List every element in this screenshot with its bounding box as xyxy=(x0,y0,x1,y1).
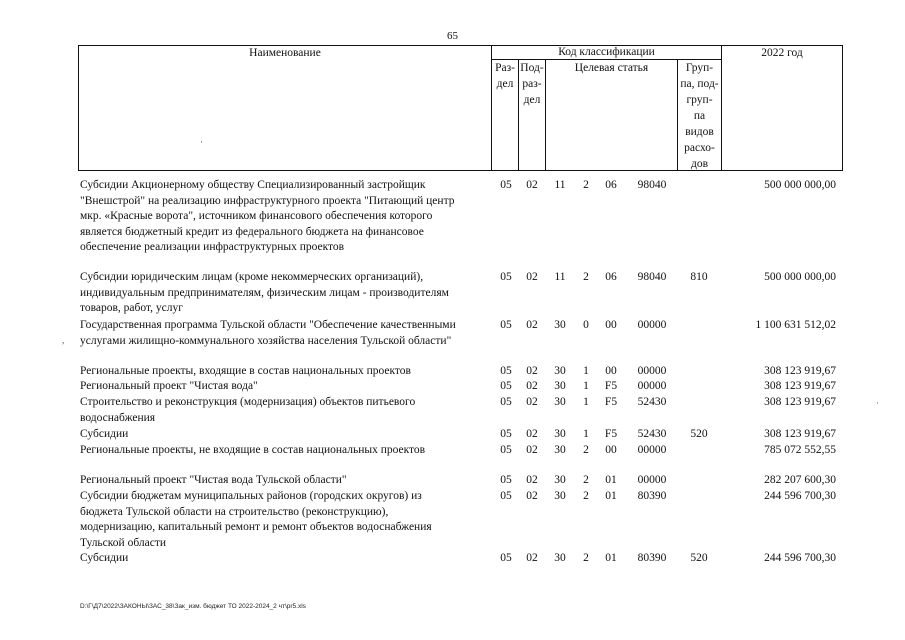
header-podrazdel-label: Под- раз- дел xyxy=(520,62,544,106)
page-number: 65 xyxy=(447,30,458,42)
target-part2-cell: 2 xyxy=(583,552,589,564)
scan-mark: , xyxy=(62,335,65,345)
row-name-line: Тульской области xyxy=(80,536,167,549)
podrazdel-cell: 02 xyxy=(526,365,538,377)
target-part4-cell: 80390 xyxy=(637,490,667,502)
table-header xyxy=(78,45,843,171)
header-razdel-label: Раз- дел xyxy=(495,62,515,90)
row-name-line: Региональные проекты, входящие в состав национальных проектов xyxy=(80,365,411,377)
row-name xyxy=(80,318,490,349)
amount-cell: 308 123 919,67 xyxy=(764,380,836,392)
target-part4-cell: 00000 xyxy=(637,380,667,392)
target-part4-cell: 98040 xyxy=(637,271,667,283)
razdel-cell: 05 xyxy=(500,490,512,502)
target-part1-cell: 30 xyxy=(554,444,566,456)
razdel-cell: 05 xyxy=(500,552,512,564)
target-part2-cell: 2 xyxy=(583,179,589,191)
target-part3-cell: 00 xyxy=(605,319,617,331)
target-part4-cell: 00000 xyxy=(637,319,667,331)
razdel-cell: 05 xyxy=(500,380,512,392)
row-name xyxy=(80,551,490,567)
target-part2-cell: 1 xyxy=(583,380,589,392)
target-part3-cell: 01 xyxy=(605,552,617,564)
target-part1-cell: 11 xyxy=(554,179,566,191)
row-name-line: Субсидии xyxy=(80,428,129,440)
target-part2-cell: 2 xyxy=(583,490,589,502)
target-part1-cell: 30 xyxy=(554,319,566,331)
header-name-cell xyxy=(78,45,492,171)
target-part4-cell: 80390 xyxy=(637,552,667,564)
amount-cell: 308 123 919,67 xyxy=(764,428,836,440)
amount-cell: 500 000 000,00 xyxy=(764,271,836,283)
row-name-line: является бюджетный кредит из федерального бюджета на финансовое xyxy=(80,225,424,238)
amount-cell: 500 000 000,00 xyxy=(764,179,836,191)
target-part1-cell: 30 xyxy=(554,365,566,377)
podrazdel-cell: 02 xyxy=(526,490,538,502)
row-name xyxy=(80,270,490,317)
row-name-line: индивидуальным предпринимателям, физическим лицам - производителям xyxy=(80,286,449,299)
target-part4-cell: 00000 xyxy=(637,444,667,456)
target-part2-cell: 1 xyxy=(583,365,589,377)
target-part3-cell: 00 xyxy=(605,365,617,377)
target-part3-cell: 01 xyxy=(605,490,617,502)
row-name xyxy=(80,473,490,489)
row-name-line: обеспечение реализации инфраструктурных проектов xyxy=(80,241,345,254)
target-part1-cell: 30 xyxy=(554,428,566,440)
row-name-line: Субсидии Акционерному обществу Специализированный застройщик xyxy=(80,179,426,191)
target-part4-cell: 00000 xyxy=(637,474,667,486)
expense-type-cell: 810 xyxy=(690,271,708,283)
row-name-line: "Внешстрой" на реализацию инфраструктурного проекта "Питающий центр xyxy=(80,194,455,207)
target-part3-cell: F5 xyxy=(604,396,618,408)
podrazdel-cell: 02 xyxy=(526,444,538,456)
row-name xyxy=(80,379,490,395)
podrazdel-cell: 02 xyxy=(526,552,538,564)
target-part2-cell: 2 xyxy=(583,474,589,486)
row-name-line: Субсидии xyxy=(80,552,129,564)
amount-cell: 244 596 700,30 xyxy=(764,552,836,564)
row-name-line: товаров, работ, услуг xyxy=(80,302,183,315)
amount-cell: 244 596 700,30 xyxy=(764,490,836,502)
row-name-line: Субсидии юридическим лицам (кроме некоммерческих организаций), xyxy=(80,271,424,283)
row-name-line: Субсидии бюджетам муниципальных районов (городских округов) из xyxy=(80,490,422,502)
target-part4-cell: 52430 xyxy=(637,396,667,408)
scan-mark: · xyxy=(876,398,879,408)
target-part3-cell: 01 xyxy=(605,474,617,486)
expense-type-cell: 520 xyxy=(690,428,708,440)
razdel-cell: 05 xyxy=(500,444,512,456)
podrazdel-cell: 02 xyxy=(526,380,538,392)
expense-type-cell: 520 xyxy=(690,552,708,564)
amount-cell: 282 207 600,30 xyxy=(764,474,836,486)
header-name-label: Наименование xyxy=(249,47,321,59)
row-name-line: Строительство и реконструкция (модернизация) объектов питьевого xyxy=(80,396,416,408)
row-name xyxy=(80,364,490,380)
row-name-line: Региональный проект "Чистая вода Тульской области" xyxy=(80,474,347,486)
row-name xyxy=(80,395,490,426)
target-part1-cell: 30 xyxy=(554,552,566,564)
row-name xyxy=(80,489,490,551)
header-target-label: Целевая статья xyxy=(574,62,649,74)
target-part3-cell: 06 xyxy=(605,179,617,191)
podrazdel-cell: 02 xyxy=(526,396,538,408)
target-part3-cell: 06 xyxy=(605,271,617,283)
target-part1-cell: 30 xyxy=(554,490,566,502)
row-name-line: услугами жилищно-коммунального хозяйства населения Тульской области" xyxy=(80,334,452,347)
target-part1-cell: 30 xyxy=(554,380,566,392)
header-vr-label: Груп- па, под- груп- па видов расхо- дов xyxy=(680,62,719,170)
razdel-cell: 05 xyxy=(500,271,512,283)
razdel-cell: 05 xyxy=(500,396,512,408)
target-part2-cell: 1 xyxy=(583,396,589,408)
header-code-label: Код классификации xyxy=(558,46,655,58)
podrazdel-cell: 02 xyxy=(526,271,538,283)
target-part2-cell: 2 xyxy=(583,444,589,456)
row-name-line: Государственная программа Тульской области "Обеспечение качественными xyxy=(80,319,456,331)
amount-cell: 1 100 631 512,02 xyxy=(755,319,836,331)
row-name-line: бюджета Тульской области на строительство (реконструкцию), xyxy=(80,505,389,518)
file-path-footer: D:\Г\Д7\2022\ЗАКОНЫ\ЗАС_38\Зак_изм. бюджет ТО 2022-2024_2 чт\pr5.xls xyxy=(80,603,306,610)
target-part1-cell: 30 xyxy=(554,474,566,486)
target-part3-cell: F5 xyxy=(604,428,618,440)
amount-cell: 785 072 552,55 xyxy=(764,444,836,456)
row-name-line: модернизацию, капитальный ремонт и ремонт объектов водоснабжения xyxy=(80,521,432,534)
amount-cell: 308 123 919,67 xyxy=(764,365,836,377)
podrazdel-cell: 02 xyxy=(526,319,538,331)
target-part1-cell: 30 xyxy=(554,396,566,408)
row-name-line: Региональные проекты, не входящие в состав национальных проектов xyxy=(80,444,426,456)
target-part2-cell: 0 xyxy=(583,319,589,331)
razdel-cell: 05 xyxy=(500,179,512,191)
row-name-line: Региональный проект "Чистая вода" xyxy=(80,380,258,392)
razdel-cell: 05 xyxy=(500,474,512,486)
amount-cell: 308 123 919,67 xyxy=(764,396,836,408)
row-name xyxy=(80,443,490,459)
podrazdel-cell: 02 xyxy=(526,474,538,486)
scan-mark: · xyxy=(200,137,203,147)
target-part4-cell: 98040 xyxy=(637,179,667,191)
row-name-line: мкр. «Красные ворота", источником финансового обеспечения которого xyxy=(80,210,433,223)
podrazdel-cell: 02 xyxy=(526,428,538,440)
row-name xyxy=(80,178,490,256)
target-part4-cell: 00000 xyxy=(637,365,667,377)
razdel-cell: 05 xyxy=(500,319,512,331)
target-part2-cell: 1 xyxy=(583,428,589,440)
header-year-cell xyxy=(721,45,843,171)
header-year-label: 2022 год xyxy=(761,47,803,59)
target-part3-cell: 00 xyxy=(605,444,617,456)
row-name xyxy=(80,427,490,443)
target-part4-cell: 52430 xyxy=(637,428,667,440)
target-part1-cell: 11 xyxy=(554,271,566,283)
target-part2-cell: 2 xyxy=(583,271,589,283)
razdel-cell: 05 xyxy=(500,365,512,377)
podrazdel-cell: 02 xyxy=(526,179,538,191)
razdel-cell: 05 xyxy=(500,428,512,440)
row-name-line: водоснабжения xyxy=(80,411,156,424)
target-part3-cell: F5 xyxy=(604,380,618,392)
